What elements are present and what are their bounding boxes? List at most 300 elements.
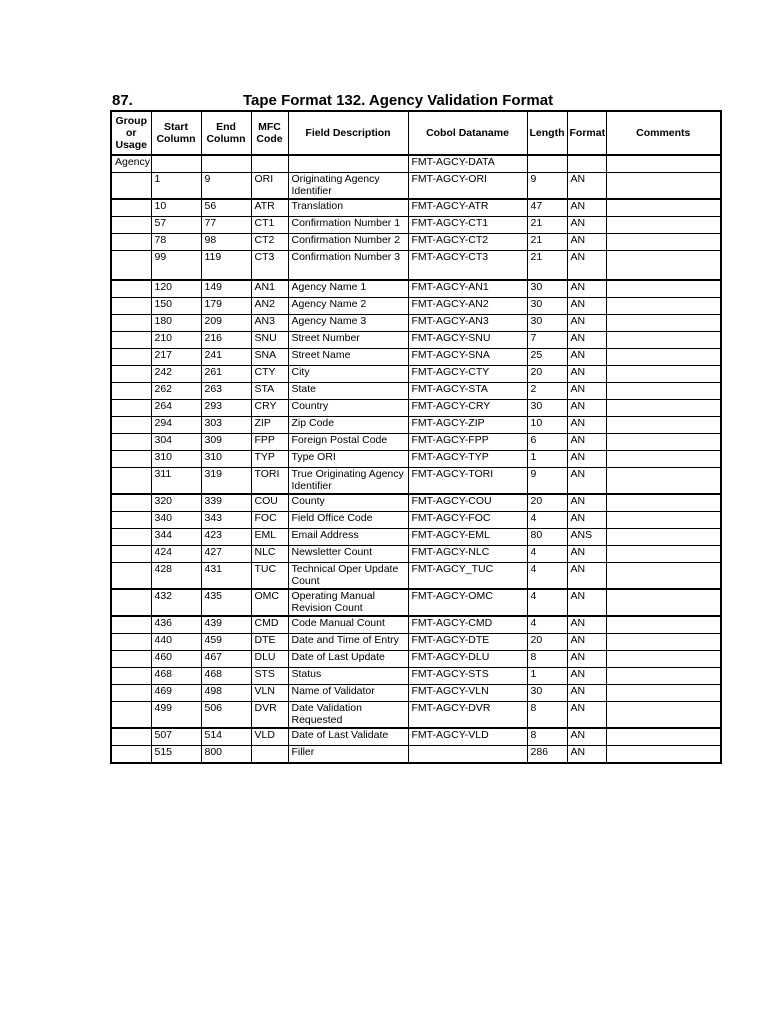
table-row [111, 634, 721, 651]
cell-mfc: COU [251, 494, 288, 512]
cell-end: 9 [201, 173, 251, 200]
cell-start: 262 [151, 383, 201, 400]
cell-end: 439 [201, 616, 251, 634]
cell-field: Agency Name 2 [288, 298, 408, 315]
table-row [111, 668, 721, 685]
cell-start: 432 [151, 589, 201, 616]
cell-cobol: FMT-AGCY-ZIP [408, 417, 527, 434]
cell-end: 149 [201, 280, 251, 298]
cell-start: 99 [151, 251, 201, 281]
table-body [111, 155, 721, 763]
cell-group [111, 298, 151, 315]
cell-group [111, 434, 151, 451]
table-row [111, 234, 721, 251]
table-row [111, 383, 721, 400]
cell-format: AN [567, 217, 606, 234]
table-row [111, 512, 721, 529]
cell-end: 216 [201, 332, 251, 349]
cell-start: 294 [151, 417, 201, 434]
cell-field: True Originating Agency Identifier [288, 468, 408, 495]
cell-comments [606, 529, 721, 546]
cell-end: 119 [201, 251, 251, 281]
cell-mfc: DVR [251, 702, 288, 729]
cell-start: 468 [151, 668, 201, 685]
table-row [111, 199, 721, 217]
cell-start: 304 [151, 434, 201, 451]
col-header-mfc: MFC Code [251, 111, 288, 155]
table-row [111, 589, 721, 616]
cell-group [111, 685, 151, 702]
cell-group [111, 199, 151, 217]
cell-format: AN [567, 417, 606, 434]
cell-start: 440 [151, 634, 201, 651]
cell-start: 469 [151, 685, 201, 702]
cell-mfc: ORI [251, 173, 288, 200]
cell-group [111, 417, 151, 434]
cell-comments [606, 702, 721, 729]
cell-mfc: DLU [251, 651, 288, 668]
table-row [111, 417, 721, 434]
cell-mfc: VLN [251, 685, 288, 702]
cell-start [151, 155, 201, 173]
cell-field: Newsletter Count [288, 546, 408, 563]
cell-length: 1 [527, 668, 567, 685]
cell-format [567, 155, 606, 173]
cell-cobol: FMT-AGCY-NLC [408, 546, 527, 563]
col-header-field-description: Field Description [288, 111, 408, 155]
cell-mfc: EML [251, 529, 288, 546]
cell-start: 1 [151, 173, 201, 200]
cell-end [201, 155, 251, 173]
cell-end: 800 [201, 746, 251, 764]
cell-length: 7 [527, 332, 567, 349]
cell-format: AN [567, 434, 606, 451]
cell-group [111, 616, 151, 634]
col-header-format: Format [567, 111, 606, 155]
cell-mfc: DTE [251, 634, 288, 651]
cell-format: AN [567, 199, 606, 217]
cell-comments [606, 234, 721, 251]
table-row [111, 349, 721, 366]
cell-end: 179 [201, 298, 251, 315]
cell-length: 4 [527, 546, 567, 563]
cell-comments [606, 728, 721, 746]
table-row [111, 651, 721, 668]
table-row [111, 685, 721, 702]
table-row [111, 280, 721, 298]
cell-comments [606, 434, 721, 451]
cell-end: 303 [201, 417, 251, 434]
cell-cobol: FMT-AGCY-FPP [408, 434, 527, 451]
cell-end: 261 [201, 366, 251, 383]
cell-format: AN [567, 349, 606, 366]
cell-start: 340 [151, 512, 201, 529]
cell-format: AN [567, 400, 606, 417]
table-row [111, 251, 721, 281]
cell-format: AN [567, 494, 606, 512]
cell-comments [606, 332, 721, 349]
cell-mfc: STA [251, 383, 288, 400]
cell-comments [606, 512, 721, 529]
cell-cobol: FMT-AGCY-DTE [408, 634, 527, 651]
cell-comments [606, 280, 721, 298]
cell-length: 30 [527, 280, 567, 298]
table-row [111, 746, 721, 764]
table-row [111, 217, 721, 234]
cell-length: 80 [527, 529, 567, 546]
cell-end: 467 [201, 651, 251, 668]
table-row [111, 616, 721, 634]
cell-field: Confirmation Number 3 [288, 251, 408, 281]
cell-group [111, 332, 151, 349]
cell-comments [606, 251, 721, 281]
cell-cobol: FMT-AGCY-OMC [408, 589, 527, 616]
table-row [111, 173, 721, 200]
cell-end: 514 [201, 728, 251, 746]
table-row [111, 563, 721, 590]
cell-end: 468 [201, 668, 251, 685]
cell-length [527, 155, 567, 173]
cell-field: Date and Time of Entry [288, 634, 408, 651]
cell-start: 515 [151, 746, 201, 764]
cell-field: Foreign Postal Code [288, 434, 408, 451]
cell-group [111, 234, 151, 251]
cell-field: Field Office Code [288, 512, 408, 529]
table-row [111, 332, 721, 349]
cell-group [111, 494, 151, 512]
cell-length: 30 [527, 315, 567, 332]
cell-format: AN [567, 589, 606, 616]
table-row [111, 702, 721, 729]
cell-format: AN [567, 383, 606, 400]
cell-start: 78 [151, 234, 201, 251]
cell-field: Date Validation Requested [288, 702, 408, 729]
cell-group [111, 400, 151, 417]
cell-start: 320 [151, 494, 201, 512]
cell-cobol [408, 746, 527, 764]
cell-comments [606, 546, 721, 563]
cell-cobol: FMT-AGCY-VLN [408, 685, 527, 702]
col-header-length: Length [527, 111, 567, 155]
cell-group [111, 651, 151, 668]
cell-group: Agency [111, 155, 151, 173]
cell-cobol: FMT-AGCY_TUC [408, 563, 527, 590]
cell-start: 499 [151, 702, 201, 729]
cell-mfc: CRY [251, 400, 288, 417]
cell-start: 10 [151, 199, 201, 217]
cell-end: 427 [201, 546, 251, 563]
cell-mfc: CT3 [251, 251, 288, 281]
cell-mfc: STS [251, 668, 288, 685]
cell-mfc: TORI [251, 468, 288, 495]
cell-cobol: FMT-AGCY-DVR [408, 702, 527, 729]
cell-length: 30 [527, 298, 567, 315]
cell-end: 293 [201, 400, 251, 417]
cell-length: 20 [527, 634, 567, 651]
cell-length: 47 [527, 199, 567, 217]
cell-length: 9 [527, 468, 567, 495]
cell-end: 319 [201, 468, 251, 495]
cell-comments [606, 173, 721, 200]
cell-length: 20 [527, 366, 567, 383]
cell-comments [606, 651, 721, 668]
cell-group [111, 589, 151, 616]
table-row [111, 315, 721, 332]
cell-mfc [251, 746, 288, 764]
cell-format: AN [567, 746, 606, 764]
col-header-start: Start Column [151, 111, 201, 155]
cell-cobol: FMT-AGCY-STA [408, 383, 527, 400]
cell-format: AN [567, 563, 606, 590]
tape-format-table [110, 110, 722, 764]
cell-field: Street Name [288, 349, 408, 366]
cell-cobol: FMT-AGCY-AN2 [408, 298, 527, 315]
cell-format: AN [567, 332, 606, 349]
cell-mfc: NLC [251, 546, 288, 563]
cell-mfc: FPP [251, 434, 288, 451]
cell-end: 423 [201, 529, 251, 546]
cell-comments [606, 685, 721, 702]
cell-length: 4 [527, 616, 567, 634]
cell-mfc: AN1 [251, 280, 288, 298]
cell-cobol: FMT-AGCY-TYP [408, 451, 527, 468]
cell-mfc: CTY [251, 366, 288, 383]
cell-length: 2 [527, 383, 567, 400]
cell-comments [606, 400, 721, 417]
cell-cobol: FMT-AGCY-CT3 [408, 251, 527, 281]
cell-cobol: FMT-AGCY-AN1 [408, 280, 527, 298]
cell-start: 242 [151, 366, 201, 383]
cell-group [111, 634, 151, 651]
page-title: Tape Format 132. Agency Validation Format [243, 92, 554, 109]
cell-cobol: FMT-AGCY-CTY [408, 366, 527, 383]
cell-field: Agency Name 3 [288, 315, 408, 332]
cell-format: AN [567, 234, 606, 251]
cell-start: 120 [151, 280, 201, 298]
cell-mfc: ATR [251, 199, 288, 217]
cell-cobol: FMT-AGCY-AN3 [408, 315, 527, 332]
cell-end: 310 [201, 451, 251, 468]
cell-end: 431 [201, 563, 251, 590]
table-row [111, 728, 721, 746]
table-row [111, 298, 721, 315]
cell-group [111, 349, 151, 366]
cell-start: 217 [151, 349, 201, 366]
col-header-end: End Column [201, 111, 251, 155]
cell-length: 8 [527, 651, 567, 668]
cell-mfc: ZIP [251, 417, 288, 434]
cell-end: 98 [201, 234, 251, 251]
cell-comments [606, 634, 721, 651]
cell-cobol: FMT-AGCY-ATR [408, 199, 527, 217]
cell-start: 460 [151, 651, 201, 668]
cell-length: 21 [527, 234, 567, 251]
col-header-group: Group or Usage [111, 111, 151, 155]
cell-group [111, 728, 151, 746]
cell-format: AN [567, 651, 606, 668]
cell-mfc: OMC [251, 589, 288, 616]
cell-format: AN [567, 546, 606, 563]
cell-field: Type ORI [288, 451, 408, 468]
cell-mfc: CT1 [251, 217, 288, 234]
cell-format: AN [567, 702, 606, 729]
cell-format: AN [567, 280, 606, 298]
cell-group [111, 251, 151, 281]
cell-field: Confirmation Number 1 [288, 217, 408, 234]
cell-field: Zip Code [288, 417, 408, 434]
table-row [111, 494, 721, 512]
cell-format: AN [567, 451, 606, 468]
cell-comments [606, 298, 721, 315]
cell-mfc: AN3 [251, 315, 288, 332]
cell-field: Date of Last Validate [288, 728, 408, 746]
cell-format: AN [567, 634, 606, 651]
cell-format: AN [567, 366, 606, 383]
cell-mfc: CMD [251, 616, 288, 634]
cell-end: 309 [201, 434, 251, 451]
cell-mfc: TUC [251, 563, 288, 590]
cell-cobol: FMT-AGCY-CT2 [408, 234, 527, 251]
cell-start: 57 [151, 217, 201, 234]
cell-format: AN [567, 616, 606, 634]
cell-length: 4 [527, 512, 567, 529]
cell-format: AN [567, 668, 606, 685]
cell-mfc [251, 155, 288, 173]
cell-field: Confirmation Number 2 [288, 234, 408, 251]
cell-format: AN [567, 512, 606, 529]
cell-cobol: FMT-AGCY-TORI [408, 468, 527, 495]
cell-length: 4 [527, 563, 567, 590]
cell-end: 506 [201, 702, 251, 729]
cell-end: 459 [201, 634, 251, 651]
cell-comments [606, 746, 721, 764]
table-row [111, 468, 721, 495]
cell-cobol: FMT-AGCY-VLD [408, 728, 527, 746]
cell-end: 241 [201, 349, 251, 366]
cell-format: AN [567, 685, 606, 702]
cell-cobol: FMT-AGCY-SNA [408, 349, 527, 366]
table-row [111, 546, 721, 563]
cell-length: 30 [527, 685, 567, 702]
cell-comments [606, 217, 721, 234]
cell-start: 210 [151, 332, 201, 349]
cell-comments [606, 451, 721, 468]
cell-group [111, 668, 151, 685]
cell-end: 343 [201, 512, 251, 529]
cell-comments [606, 563, 721, 590]
cell-end: 498 [201, 685, 251, 702]
cell-format: AN [567, 315, 606, 332]
cell-format: AN [567, 251, 606, 281]
cell-length: 286 [527, 746, 567, 764]
cell-start: 264 [151, 400, 201, 417]
cell-start: 150 [151, 298, 201, 315]
cell-start: 436 [151, 616, 201, 634]
col-header-cobol-dataname: Cobol Dataname [408, 111, 527, 155]
cell-field: Originating Agency Identifier [288, 173, 408, 200]
table-row [111, 434, 721, 451]
cell-mfc: TYP [251, 451, 288, 468]
cell-end: 209 [201, 315, 251, 332]
cell-group [111, 451, 151, 468]
table-row [111, 366, 721, 383]
cell-format: ANS [567, 529, 606, 546]
cell-end: 77 [201, 217, 251, 234]
cell-comments [606, 417, 721, 434]
cell-cobol: FMT-AGCY-CT1 [408, 217, 527, 234]
cell-group [111, 366, 151, 383]
header-row [111, 111, 721, 155]
cell-length: 10 [527, 417, 567, 434]
cell-comments [606, 155, 721, 173]
cell-field [288, 155, 408, 173]
cell-length: 30 [527, 400, 567, 417]
cell-comments [606, 494, 721, 512]
cell-end: 56 [201, 199, 251, 217]
cell-cobol: FMT-AGCY-DLU [408, 651, 527, 668]
cell-field: Filler [288, 746, 408, 764]
col-header-comments: Comments [606, 111, 721, 155]
cell-length: 8 [527, 702, 567, 729]
cell-cobol: FMT-AGCY-CMD [408, 616, 527, 634]
cell-group [111, 529, 151, 546]
cell-group [111, 173, 151, 200]
cell-format: AN [567, 298, 606, 315]
cell-comments [606, 366, 721, 383]
cell-field: Country [288, 400, 408, 417]
cell-field: County [288, 494, 408, 512]
cell-length: 21 [527, 217, 567, 234]
cell-mfc: FOC [251, 512, 288, 529]
cell-group [111, 546, 151, 563]
cell-comments [606, 383, 721, 400]
table-row [111, 400, 721, 417]
cell-end: 435 [201, 589, 251, 616]
cell-cobol: FMT-AGCY-COU [408, 494, 527, 512]
cell-field: Agency Name 1 [288, 280, 408, 298]
table-row [111, 451, 721, 468]
cell-group [111, 315, 151, 332]
cell-start: 424 [151, 546, 201, 563]
cell-mfc: VLD [251, 728, 288, 746]
cell-comments [606, 468, 721, 495]
cell-start: 428 [151, 563, 201, 590]
cell-group [111, 702, 151, 729]
cell-mfc: AN2 [251, 298, 288, 315]
cell-cobol: FMT-AGCY-FOC [408, 512, 527, 529]
cell-end: 339 [201, 494, 251, 512]
cell-cobol: FMT-AGCY-STS [408, 668, 527, 685]
cell-cobol: FMT-AGCY-CRY [408, 400, 527, 417]
cell-cobol: FMT-AGCY-DATA [408, 155, 527, 173]
table-row [111, 529, 721, 546]
cell-comments [606, 616, 721, 634]
cell-group [111, 280, 151, 298]
cell-field: Code Manual Count [288, 616, 408, 634]
cell-field: Name of Validator [288, 685, 408, 702]
cell-mfc: SNA [251, 349, 288, 366]
cell-field: State [288, 383, 408, 400]
cell-field: Status [288, 668, 408, 685]
cell-length: 25 [527, 349, 567, 366]
cell-comments [606, 349, 721, 366]
cell-cobol: FMT-AGCY-SNU [408, 332, 527, 349]
cell-mfc: CT2 [251, 234, 288, 251]
cell-group [111, 563, 151, 590]
cell-cobol: FMT-AGCY-EML [408, 529, 527, 546]
cell-length: 21 [527, 251, 567, 281]
cell-field: Email Address [288, 529, 408, 546]
